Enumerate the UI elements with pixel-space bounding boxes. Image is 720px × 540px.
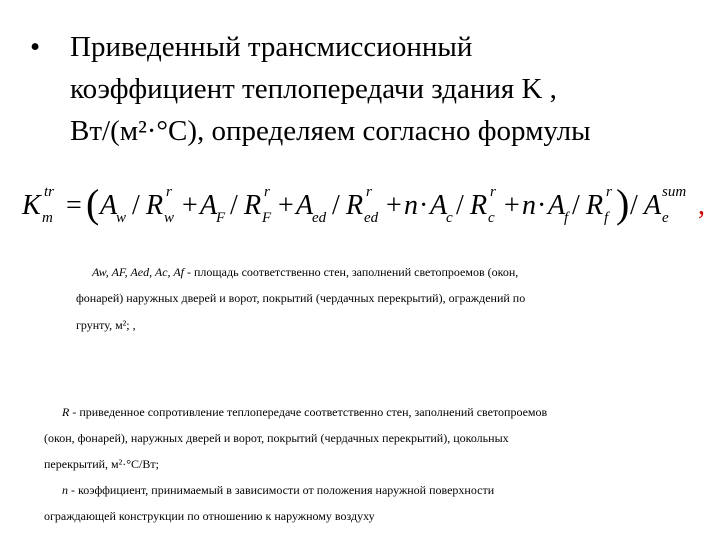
formula-resistance-sup: r (366, 184, 372, 200)
heading-line-2: коэффициент теплопередачи здания K , (70, 73, 557, 105)
formula-coefficient: n (522, 190, 536, 221)
note-resistance-cont-1: (окон, фонарей), наружных дверей и ворот, покрытий (чердачных перекрытий), цокольных (44, 431, 509, 445)
formula-slash: / (132, 190, 140, 221)
formula-resistance: R (470, 190, 488, 221)
formula-plus: + (386, 190, 402, 221)
note-coefficient-symbol: n (62, 483, 68, 497)
note-resistance (62, 405, 547, 420)
note-coefficient (62, 483, 494, 498)
formula-resistance-sup: r (264, 184, 270, 200)
formula-close-paren: ) (616, 181, 630, 226)
note-areas-cont-1: фонарей) наружных дверей и ворот, покрытий (чердачных перекрытий), ограждений по (76, 291, 526, 305)
formula-area: A (548, 190, 566, 221)
formula-comma: , (698, 190, 705, 221)
formula-resistance-sub: c (488, 210, 495, 226)
formula-area-sub: c (446, 210, 453, 226)
formula-area: A (430, 190, 448, 221)
note-areas-symbols: Aw, AF, Aed, Ac, Af (92, 265, 185, 279)
note-areas (92, 265, 518, 280)
formula-lhs: K (22, 190, 41, 221)
formula-plus: + (504, 190, 520, 221)
formula-lhs-sub: m (42, 210, 53, 226)
formula-slash: / (332, 190, 340, 221)
formula-slash: / (230, 190, 238, 221)
note-coefficient-cont: ограждающей конструкции по отношению к наружному воздуху (44, 509, 375, 523)
formula-area: A (296, 190, 314, 221)
formula-area: A (200, 190, 218, 221)
formula-area-sub: ed (312, 210, 327, 226)
formula-slash: / (456, 190, 464, 221)
formula-area: A (100, 190, 118, 221)
note-areas-cont-2: грунту, м²; , (76, 318, 136, 332)
formula-area-sub: F (216, 210, 226, 226)
formula-open-paren: ( (86, 181, 100, 226)
formula-slash: / (572, 190, 580, 221)
formula-resistance-sup: r (166, 184, 172, 200)
formula-resistance-sub: ed (364, 210, 379, 226)
formula-resistance: R (586, 190, 604, 221)
note-areas-text: - площадь соответственно стен, заполнений светопроемов (окон, (184, 265, 519, 279)
formula-denominator: A (644, 190, 662, 221)
note-resistance-cont-2: перекрытий, м²·°С/Вт; (44, 457, 159, 471)
formula-dot: · (537, 190, 547, 221)
formula-resistance-sub: F (262, 210, 272, 226)
note-coefficient-text: - коэффициент, принимаемый в зависимости от положения наружной поверхности (68, 483, 495, 497)
formula-resistance-sub: w (164, 210, 175, 226)
formula-equals: = (66, 190, 82, 221)
formula-lhs-sup: tr (44, 184, 55, 200)
formula-plus: + (278, 190, 294, 221)
heading-line-1: Приведенный трансмиссионный (70, 31, 473, 63)
formula-area-sub: f (564, 210, 569, 226)
formula-svg (22, 178, 712, 232)
formula-denominator-sup: sum (662, 184, 687, 200)
formula-resistance: R (146, 190, 164, 221)
formula-denominator-sub: e (662, 210, 669, 226)
formula-coefficient: n (404, 190, 418, 221)
formula-resistance: R (346, 190, 364, 221)
note-resistance-text: - приведенное сопротивление теплопередаче соответственно стен, заполнений светопроемов (69, 405, 548, 419)
formula-area-sub: w (116, 210, 127, 226)
heading-line-3: Вт/(м²·°С), определяем согласно формулы (70, 115, 591, 147)
note-resistance-symbol: R (62, 405, 70, 419)
formula-plus: + (182, 190, 198, 221)
formula-resistance-sup: r (606, 184, 612, 200)
formula-resistance-sup: r (490, 184, 496, 200)
formula-resistance-sub: f (604, 210, 609, 226)
bullet-icon: • (30, 31, 41, 63)
formula-dot: · (419, 190, 429, 221)
formula-resistance: R (244, 190, 262, 221)
formula-slash: / (630, 190, 638, 221)
formula (22, 178, 720, 232)
